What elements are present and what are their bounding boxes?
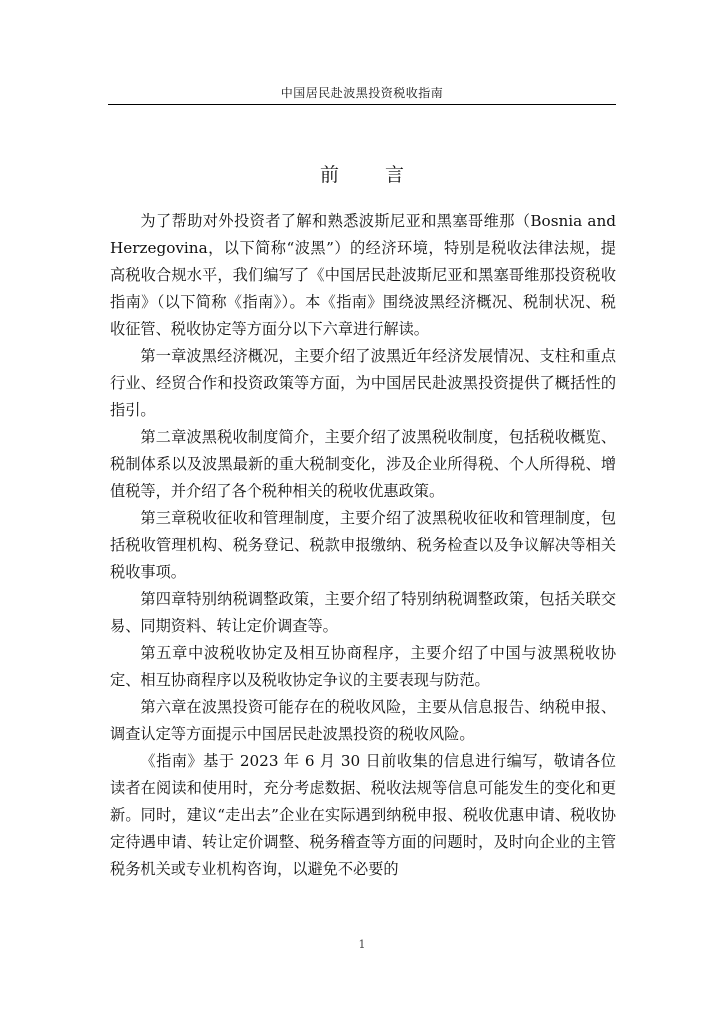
paragraph-chapter-2: 第二章波黑税收制度简介，主要介绍了波黑税收制度，包括税收概览、税制体系以及波黑最新的重大税制变化，涉及企业所得税、个人所得税、增值税等，并介绍了各个税种相关的税收优惠政策。 [110,428,616,500]
section-title: 前 言 [319,164,425,186]
paragraph-chapter-6: 第六章在波黑投资可能存在的税收风险，主要从信息报告、纳税申报、调查认定等方面提示中国居民赴波黑投资的税收风险。 [110,698,616,743]
paragraph-chapter-5: 第五章中波税收协定及相互协商程序，主要介绍了中国与波黑税收协定、相互协商程序以及税收协定争议的主要表现与防范。 [110,644,616,689]
page-number: 1 [358,938,366,951]
paragraph-chapter-1: 第一章波黑经济概况，主要介绍了波黑近年经济发展情况、支柱和重点行业、经贸合作和投资政策等方面，为中国居民赴波黑投资提供了概括性的指引。 [110,347,616,419]
running-header: 中国居民赴波黑投资税收指南 [280,86,444,100]
paragraph-disclaimer: 《指南》基于 2023 年 6 月 30 日前收集的信息进行编写，敬请各位读者在阅读和使用时，充分考虑数据、税收法规等信息可能发生的变化和更新。同时，建议“走出去”企业在实际遇到纳税申报、税收优惠申请、税收协定待遇申请、转让定价调整、税务稽查等方面的问题时，及时向企业的主管税务机关或专业机构咨询，以避免不必要的 [110,752,616,878]
paragraph-intro: 为了帮助对外投资者了解和熟悉波斯尼亚和黑塞哥维那（Bosnia and Herzegovina，以下简称“波黑”）的经济环境，特别是税收法律法规，提高税收合规水平，我们编写了《中国居民赴波斯尼亚和黑塞哥维那投资税收指南》（以下简称《指南》）。本《指南》围绕波黑经济概况、税制状况、税收征管、税收协定等方面分以下六章进行解读。 [110,212,616,338]
paragraph-chapter-4: 第四章特别纳税调整政策，主要介绍了特别纳税调整政策，包括关联交易、同期资料、转让定价调查等。 [110,590,616,635]
body-text [110,208,616,883]
header-rule [108,104,616,105]
paragraph-chapter-3: 第三章税收征收和管理制度，主要介绍了波黑税收征收和管理制度，包括税收管理机构、税务登记、税款申报缴纳、税务检查以及争议解决等相关税收事项。 [110,509,616,581]
